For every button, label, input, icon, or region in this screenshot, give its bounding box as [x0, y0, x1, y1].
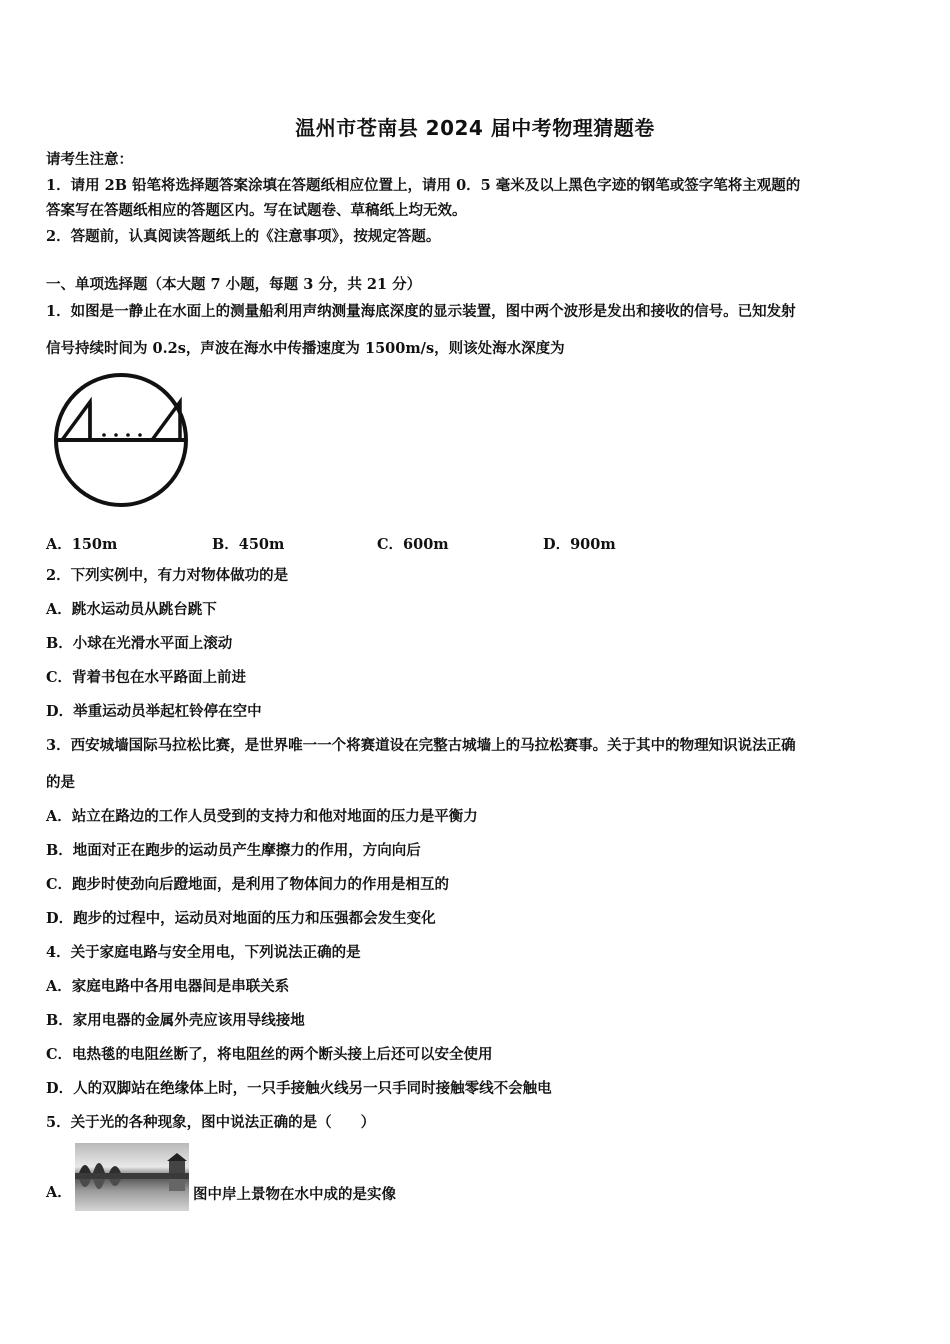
q2-option-b: B．小球在光滑水平面上滚动 [46, 635, 233, 652]
q1-option-c: C．600m [377, 536, 449, 553]
q4-option-c: C．电热毯的电阻丝断了，将电阻丝的两个断头接上后还可以安全使用 [46, 1046, 493, 1063]
sonar-display-figure [52, 372, 190, 508]
exam-title: 温州市苍南县 2024 届中考物理猜题卷 [295, 116, 655, 140]
q2-stem: 2．下列实例中，有力对物体做功的是 [46, 567, 289, 584]
q3-option-d: D．跑步的过程中，运动员对地面的压力和压强都会发生变化 [46, 910, 436, 927]
reflection-scene-image [75, 1143, 189, 1211]
q4-option-b: B．家用电器的金属外壳应该用导线接地 [46, 1012, 305, 1029]
q5-option-a-text: 图中岸上景物在水中成的是实像 [193, 1186, 396, 1203]
q3-option-b: B．地面对正在跑步的运动员产生摩擦力的作用，方向向后 [46, 842, 421, 859]
q4-option-a: A．家庭电路中各用电器间是串联关系 [46, 978, 290, 995]
notice-item-1-line-2: 答案写在答题纸相应的答题区内。写在试题卷、草稿纸上均无效。 [46, 202, 467, 219]
q1-option-d: D．900m [543, 536, 616, 553]
q2-option-a: A．跳水运动员从跳台跳下 [46, 601, 217, 618]
q4-option-d: D．人的双脚站在绝缘体上时，一只手接触火线另一只手同时接触零线不会触电 [46, 1080, 552, 1097]
q1-option-a: A．150m [46, 536, 118, 553]
notice-item-1-line-1: 1．请用 2B 铅笔将选择题答案涂填在答题纸相应位置上，请用 0．5 毫米及以上黑色字迹的钢笔或签字笔将主观题的 [46, 177, 801, 194]
q1-stem-line-2: 信号持续时间为 0.2s，声波在海水中传播速度为 1500m/s，则该处海水深度为 [46, 340, 565, 357]
q3-stem-line-1: 3．西安城墙国际马拉松比赛，是世界唯一一个将赛道设在完整古城墙上的马拉松赛事。关于其中的物理知识说法正确 [46, 737, 796, 754]
q1-option-b: B．450m [212, 536, 285, 553]
notice-item-2: 2．答题前，认真阅读答题纸上的《注意事项》，按规定答题。 [46, 228, 441, 245]
reflection-photo [75, 1143, 189, 1211]
notice-heading: 请考生注意： [46, 151, 133, 168]
q3-option-c: C．跑步时使劲向后蹬地面，是利用了物体间力的作用是相互的 [46, 876, 450, 893]
q2-option-d: D．举重运动员举起杠铃停在空中 [46, 703, 262, 720]
q5-option-a-label: A． [46, 1184, 72, 1201]
q1-stem-line-1: 1．如图是一静止在水面上的测量船利用声纳测量海底深度的显示装置，图中两个波形是发出和接收的信号。已知发射 [46, 303, 796, 320]
q4-stem: 4．关于家庭电路与安全用电，下列说法正确的是 [46, 944, 361, 961]
q3-stem-line-2: 的是 [46, 774, 75, 791]
section-heading: 一、单项选择题（本大题 7 小题，每题 3 分，共 21 分） [46, 276, 422, 293]
q5-stem: 5．关于光的各种现象，图中说法正确的是（ ） [46, 1114, 376, 1131]
q3-option-a: A．站立在路边的工作人员受到的支持力和他对地面的压力是平衡力 [46, 808, 478, 825]
q2-option-c: C．背着书包在水平路面上前进 [46, 669, 247, 686]
